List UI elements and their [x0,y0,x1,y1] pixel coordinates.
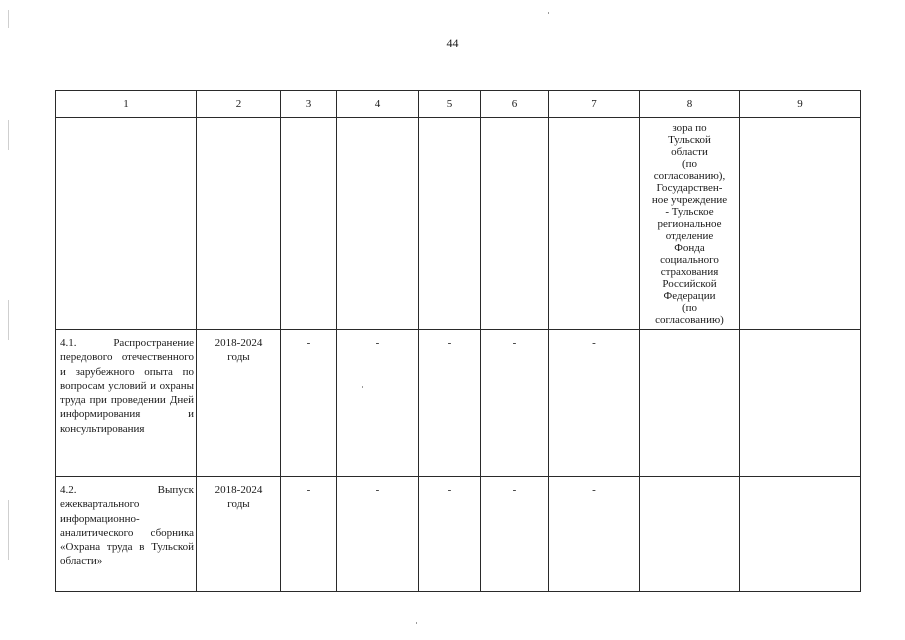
empty-cell [740,118,861,330]
value-cell: - [419,330,481,477]
measure-name: 4.2. Выпуск ежеквартального информационно-аналитического сборника «Охрана труда в Тульской области» [60,484,194,568]
empty-cell [281,118,337,330]
empty-cell [549,118,640,330]
scan-margin-mark [8,300,9,340]
table-row [56,477,861,592]
executor-cell [640,477,740,592]
column-number: 7 [549,91,640,118]
period-cell [197,477,281,592]
value-cell: - [281,477,337,592]
value-cell: - [549,477,640,592]
note-cell [740,330,861,477]
empty-cell [197,118,281,330]
measure-name-cell [56,330,197,477]
value-cell: - [337,477,419,592]
value-cell: - [481,330,549,477]
empty-cell [337,118,419,330]
executor-cell [640,330,740,477]
scan-margin-mark [8,500,9,560]
column-number: 2 [197,91,281,118]
note-cell [740,477,861,592]
empty-cell [419,118,481,330]
scan-speck [416,622,417,624]
column-number: 5 [419,91,481,118]
executor-text: зора по Тульской области (по согласованию), Государствен- ное учреждение - Тульское региональное отделение Фонда социального страхования Российской Федерации (по согласованию) [651,122,728,326]
period-cell [197,330,281,477]
period-text: 2018-2024 годы [214,337,263,364]
scan-margin-mark [8,120,9,150]
value-cell: - [337,330,419,477]
measure-name: 4.1. Распространение передового отечественного и зарубежного опыта по вопросам условий и охраны труда при проведении Дней информирования и консультирования [60,337,194,435]
column-number: 3 [281,91,337,118]
value-cell: - [281,330,337,477]
scan-margin-mark [8,10,9,28]
continuation-row [56,118,861,330]
scan-speck [548,12,549,14]
value-cell: - [549,330,640,477]
column-number: 9 [740,91,861,118]
empty-cell [56,118,197,330]
column-number: 1 [56,91,197,118]
executor-cell [640,118,740,330]
column-number: 8 [640,91,740,118]
value-cell: - [481,477,549,592]
empty-cell [481,118,549,330]
page-number: 44 [446,36,459,50]
measure-name-cell [56,477,197,592]
period-text: 2018-2024 годы [214,484,263,511]
column-number: 6 [481,91,549,118]
header-row [56,91,861,118]
table-row [56,330,861,477]
value-cell: - [419,477,481,592]
measures-table [55,90,861,592]
column-number: 4 [337,91,419,118]
